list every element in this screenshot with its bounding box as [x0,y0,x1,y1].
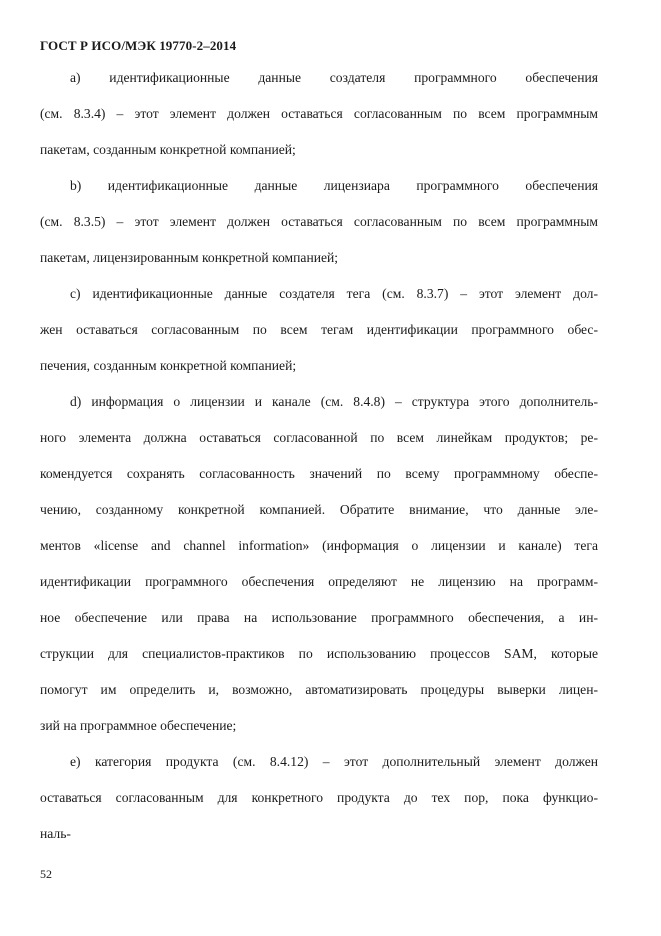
paragraph-d-line-8: струкции для специалистов-практиков по использованию процессов SAM, которые [40,646,598,661]
paragraph-e-line-1: e) категория продукта (см. 8.4.12) – этот дополнительный элемент должен [70,754,598,769]
page-number: 52 [40,867,52,881]
paragraph-b-line-2: (см. 8.3.5) – этот элемент должен оставаться согласованным по всем программным [40,214,598,229]
paragraph-d-line-2: ного элемента должна оставаться согласованной по всем линейкам продуктов; ре- [40,430,598,445]
paragraph-d-line-1: d) информация о лицензии и канале (см. 8.4.8) – структура этого дополнитель- [70,394,598,409]
paragraph-d-line-4: чению, созданному конкретной компанией. Обратите внимание, что данные эле- [40,502,598,517]
paragraph-d-line-3: комендуется сохранять согласованность значений по всему программному обеспе- [40,466,598,481]
document-header: ГОСТ Р ИСО/МЭК 19770-2–2014 [40,38,237,53]
paragraph-c-line-2: жен оставаться согласованным по всем тегам идентификации программного обес- [40,322,598,337]
paragraph-e-line-2: оставаться согласованным для конкретного продукта до тех пор, пока функцио- [40,790,598,805]
paragraph-a-line-1: a) идентификационные данные создателя программного обеспечения [70,70,598,85]
paragraph-a-line-2: (см. 8.3.4) – этот элемент должен оставаться согласованным по всем программным [40,106,598,121]
paragraph-e-line-3: наль- [40,826,71,841]
paragraph-d-line-5: ментов «license and channel information» (информация о лицензии и канале) тега [40,538,598,553]
paragraph-b-line-3: пакетам, лицензированным конкретной компанией; [40,250,339,265]
paragraph-d-line-6: идентификации программного обеспечения определяют не лицензию на программ- [40,574,598,589]
paragraph-d-line-10: зий на программное обеспечение; [40,718,237,733]
paragraph-b-line-1: b) идентификационные данные лицензиара программного обеспечения [70,178,598,193]
paragraph-d-line-7: ное обеспечение или права на использование программного обеспечения, а ин- [40,610,598,625]
paragraph-d-line-9: помогут им определить и, возможно, автоматизировать процедуры выверки лицен- [40,682,598,697]
paragraph-c-line-1: c) идентификационные данные создателя тега (см. 8.3.7) – этот элемент дол- [70,286,598,301]
paragraph-c-line-3: печения, созданным конкретной компанией; [40,358,297,373]
paragraph-a-line-3: пакетам, созданным конкретной компанией; [40,142,296,157]
